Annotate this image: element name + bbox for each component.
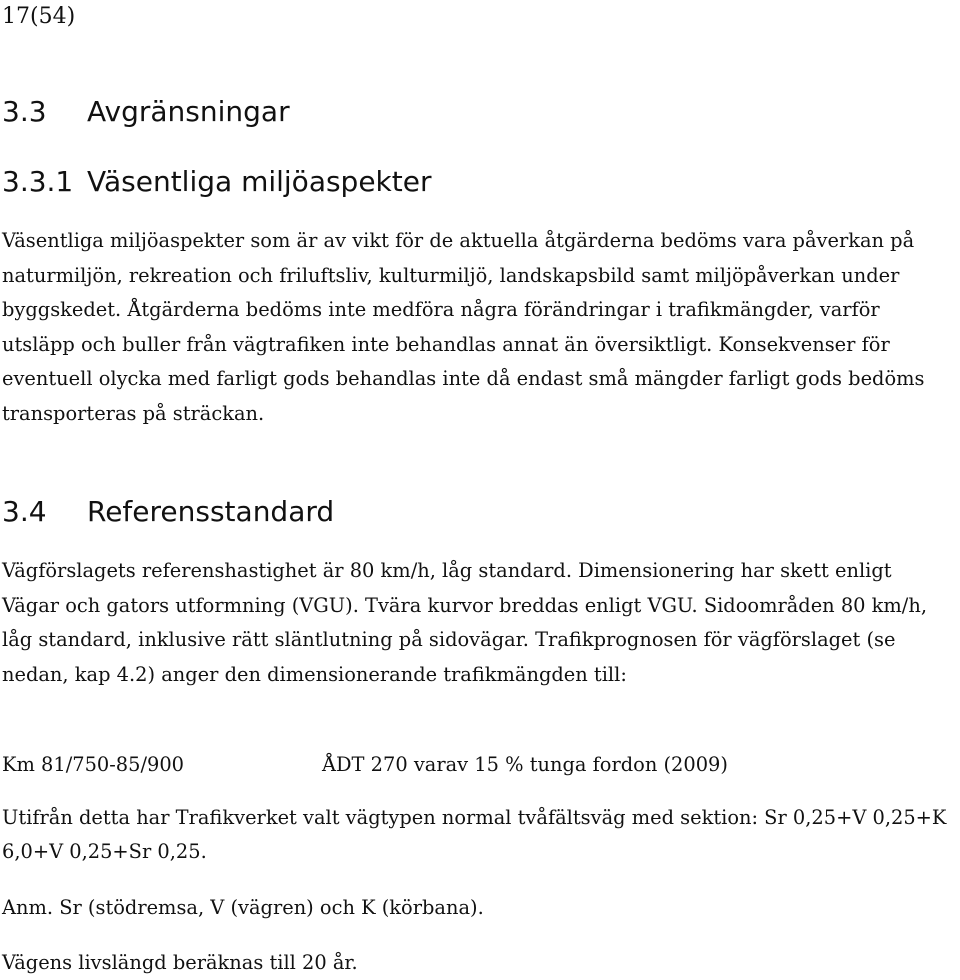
section-title: Väsentliga miljöaspekter	[87, 165, 432, 198]
traffic-volume-row	[2, 748, 728, 782]
section-title: Avgränsningar	[87, 95, 290, 128]
paragraph-vasentliga-miljoaspekter: Väsentliga miljöaspekter som är av vikt för de aktuella åtgärderna bedöms vara påverkan på naturmiljön, rekreation och friluftsliv, kulturmiljö, landskapsbild samt miljöpåverkan under byggskedet. Åtgärderna bedöms inte medföra några förändringar i trafikmängder, varför utsläpp och buller från vägtrafiken inte behandlas annat än översiktligt. Konsekvenser för eventuell olycka med farligt gods behandlas inte då endast små mängder farligt gods bedöms transporteras på sträckan.	[2, 229, 925, 425]
section-number: 3.3.1	[2, 165, 74, 198]
section-heading-referensstandard	[2, 494, 334, 530]
paragraph-referensstandard: Vägförslagets referenshastighet är 80 km/h, låg standard. Dimensionering har skett enligt Vägar och gators utformning (VGU). Tvära kurvor breddas enligt VGU. Sidoområden 80 km/h, låg standard, inklusive rätt släntlutning på sidovägar. Trafikprognosen för vägförslaget (se nedan, kap 4.2) anger den dimensionerande trafikmängden till:	[2, 559, 927, 686]
section-heading-vasentliga-miljoaspekter	[2, 164, 432, 200]
km-section: Km 81/750-85/900	[2, 753, 185, 776]
section-title: Referensstandard	[87, 495, 335, 528]
section-number: 3.4	[2, 495, 47, 528]
section-heading-avgransningar	[2, 94, 290, 130]
road-lifetime: Vägens livslängd beräknas till 20 år.	[2, 951, 358, 974]
adt-value: ÅDT 270 varav 15 % tunga fordon (2009)	[322, 753, 728, 776]
page-number: 17(54)	[2, 4, 76, 29]
note-abbreviations: Anm. Sr (stödremsa, V (vägren) och K (körbana).	[2, 896, 484, 919]
section-number: 3.3	[2, 95, 47, 128]
paragraph-road-type: Utifrån detta har Trafikverket valt vägtypen normal tvåfältsväg med sektion: Sr 0,25+V 0,25+K 6,0+V 0,25+Sr 0,25.	[2, 806, 947, 863]
